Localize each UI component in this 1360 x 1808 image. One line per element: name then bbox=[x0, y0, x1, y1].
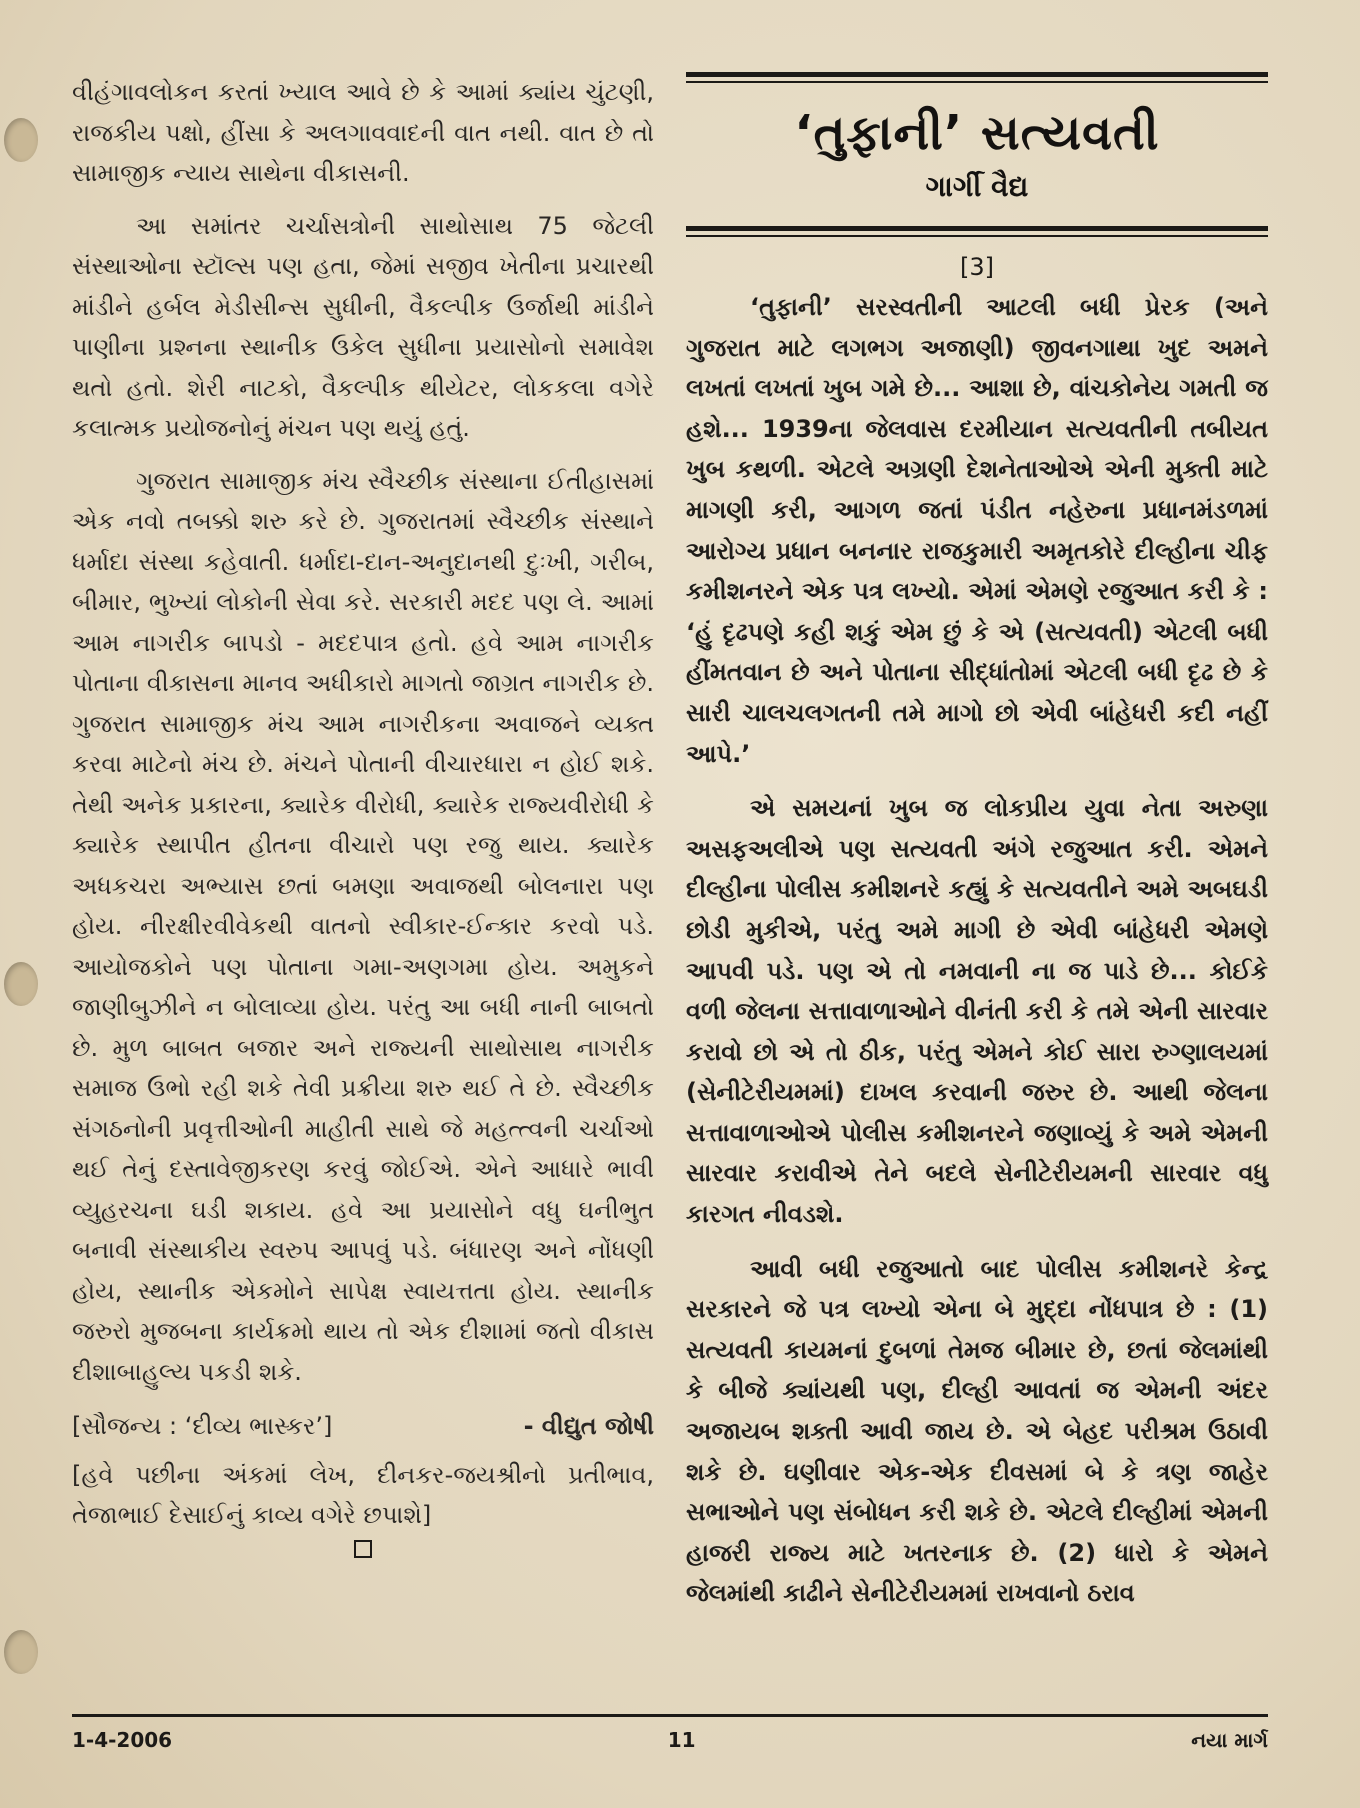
header-rule bbox=[686, 81, 1268, 83]
source-credit: [સૌજન્ય : ‘દીવ્ય ભાસ્કર’] bbox=[72, 1412, 333, 1440]
footer-rule bbox=[72, 1714, 1268, 1717]
right-paragraph: એ સમયનાં ખુબ જ લોકપ્રીય યુવા નેતા અરુણા અસફઅલીએ પણ સત્યવતી અંગે રજુઆત કરી. એમને દીલ્હીના પોલીસ કમીશનરે કહ્યું કે સત્યવતીને અમે અબઘડી છોડી મુકીએ, પરંતુ અમે માગી છે એવી બાંહેધરી એમણે આપવી પડે. પણ એ તો નમવાની ના જ પાડે છે... કોઈકે વળી જેલના સત્તાવાળાઓને વીનંતી કરી કે તમે એની સારવાર કરાવો છો એ તો ઠીક, પરંતુ એમને કોઈ સારા રુગ્ણાલયમાં (સેનીટેરીયમમાં) દાખલ કરવાની જરુર છે. આથી જેલના સત્તાવાળાઓએ પોલીસ કમીશનરને જણાવ્યું કે અમે એમની સારવાર કરાવીએ તેને બદલે સેનીટેરીયમની સારવાર વધુ કારગત નીવડશે. bbox=[686, 794, 1268, 1229]
right-paragraph: આવી બધી રજુઆતો બાદ પોલીસ કમીશનરે કેન્દ્ર સરકારને જે પત્ર લખ્યો એના બે મુદ્દા નોંધપાત્ર છે : (1) સત્યવતી કાયમનાં દુબળાં તેમજ બીમાર છે, છતાં જેલમાંથી કે બીજે ક્યાંયથી પણ, દીલ્હી આવતાં જ એમની અંદર અજાયબ શક્તી આવી જાય છે. એ બેહદ પરીશ્રમ ઉઠાવી શકે છે. ઘણીવાર એક-એક દીવસમાં બે કે ત્રણ જાહેર સભાઓને પણ સંબોધન કરી શકે છે. એટલે દીલ્હીમાં એમની હાજરી રાજ્ય માટે ખતરનાક છે. (2) ધારો કે એમને જેલમાંથી કાઢીને સેનીટેરીયમમાં રાખવાનો ઠરાવ bbox=[686, 1254, 1268, 1608]
issue-date: 1-4-2006 bbox=[72, 1728, 173, 1752]
binder-hole bbox=[4, 118, 38, 162]
left-article-column bbox=[72, 72, 654, 1558]
left-paragraph: વીહંગાવલોકન કરતાં ખ્યાલ આવે છે કે આમાં ક્યાંય ચુંટણી, રાજકીય પક્ષો, હીંસા કે અલગાવવાદની વાત નથી. વાત છે તો સામાજીક ન્યાય સાથેના વીકાસની. bbox=[72, 78, 654, 187]
left-paragraph: આ સમાંતર ચર્ચાસત્રોની સાથોસાથ 75 જેટલી સંસ્થાઓના સ્ટૉલ્સ પણ હતા, જેમાં સજીવ ખેતીના પ્રચારથી માંડીને હર્બલ મેડીસીન્સ સુધીની, વૈકલ્પીક ઉર્જાથી માંડીને પાણીના પ્રશ્નના સ્થાનીક ઉકેલ સુધીના પ્રયાસોનો સમાવેશ થતો હતો. શેરી નાટકો, વૈકલ્પીક થીયેટર, લોકકલા વગેરે કલાત્મક પ્રયોજનોનું મંચન પણ થયું હતું. bbox=[72, 211, 654, 442]
part-number: [3] bbox=[960, 253, 994, 281]
header-rule bbox=[686, 235, 1268, 237]
right-paragraph: ‘તુફાની’ સરસ્વતીની આટલી બધી પ્રેરક (અને ગુજરાત માટે લગભગ અજાણી) જીવનગાથા ખુદ અમને લખતાં લખતાં ખુબ ગમે છે... આશા છે, વાંચકોનેય ગમતી જ હશે... 1939ના જેલવાસ દરમીયાન સત્યવતીની તબીયત ખુબ કથળી. એટલે અગ્રણી દેશનેતાઓએ એની મુક્તી માટે માગણી કરી, આગળ જતાં પંડીત નહેરુના પ્રધાનમંડળમાં આરોગ્ય પ્રધાન બનનાર રાજકુમારી અમૃતકોરે દીલ્હીના ચીફ કમીશનરને એક પત્ર લખ્યો. એમાં એમણે રજુઆત કરી કે : ‘હું દૃઢપણે કહી શકું એમ છું કે એ (સત્યવતી) એટલી બધી હીંમતવાન છે અને પોતાના સીદ્ધાંતોમાં એટલી બધી દૃઢ છે કે સારી ચાલચલગતની તમે માગો છો એવી બાંહેધરી કદી નહીં આપે.’ bbox=[686, 293, 1268, 768]
header-rule bbox=[686, 226, 1268, 231]
binder-hole bbox=[4, 962, 38, 1006]
article-author: ગાર્ગી વૈદ્ય bbox=[925, 170, 1029, 203]
page-number: 11 bbox=[667, 1728, 696, 1752]
page-footer bbox=[72, 1728, 1268, 1752]
end-mark-icon bbox=[354, 1540, 372, 1558]
editor-note: [હવે પછીના અંકમાં લેખ, દીનકર-જયશ્રીનો પ્રતીભાવ, તેજાભાઈ દેસાઈનું કાવ્ય વગેરે છપાશે] bbox=[72, 1460, 654, 1529]
left-paragraph: ગુજરાત સામાજીક મંચ સ્વૈચ્છીક સંસ્થાના ઈતીહાસમાં એક નવો તબક્કો શરુ કરે છે. ગુજરાતમાં સ્વૈચ્છીક સંસ્થાને ધર્માદા સંસ્થા કહેવાતી. ધર્માદા-દાન-અનુદાનથી દુઃખી, ગરીબ, બીમાર, ભુખ્યાં લોકોની સેવા કરે. સરકારી મદદ પણ લે. આમાં આમ નાગરીક બાપડો - મદદપાત્ર હતો. હવે આમ નાગરીક પોતાના વીકાસના માનવ અધીકારો માગતો જાગ્રત નાગરીક છે. ગુજરાત સામાજીક મંચ આમ નાગરીકના અવાજને વ્યક્ત કરવા માટેનો મંચ છે. મંચને પોતાની વીચારધારા ન હોઈ શકે. તેથી અનેક પ્રકારના, ક્યારેક વીરોધી, ક્યારેક રાજ્યવીરોધી કે ક્યારેક સ્થાપીત હીતના વીચારો પણ રજુ થાય. ક્યારેક અધકચરા અભ્યાસ છતાં બમણા અવાજથી બોલનારા પણ હોય. નીરક્ષીરવીવેકથી વાતનો સ્વીકાર-ઈન્કાર કરવો પડે. આયોજકોને પણ પોતાના ગમા-અણગમા હોય. અમુકને જાણીબુઝીને ન બોલાવ્યા હોય. પરંતુ આ બધી નાની બાબતો છે. મુળ બાબત બજાર અને રાજ્યની સાથોસાથ નાગરીક સમાજ ઉભો રહી શકે તેવી પ્રક્રીયા શરુ થઈ તે છે. સ્વૈચ્છીક સંગઠનોની પ્રવૃત્તીઓની માહીતી સાથે જે મહત્ત્વની ચર્ચાઓ થઈ તેનું દસ્તાવેજીકરણ કરવું જોઈએ. એને આધારે ભાવી વ્યુહરચના ઘડી શકાય. હવે આ પ્રયાસોને વધુ ઘનીભુત બનાવી સંસ્થાકીય સ્વરુપ આપવું પડે. બંધારણ અને નોંધણી હોય, સ્થાનીક એકમોને સાપેક્ષ સ્વાયત્તતા હોય. સ્થાનીક જરુરો મુજબના કાર્યક્રમો થાય તો એક દીશામાં જતો વીકાસ દીશાબાહુલ્ય પકડી શકે. bbox=[72, 466, 654, 1386]
credit-line bbox=[72, 1406, 654, 1447]
binder-hole bbox=[4, 1630, 38, 1674]
article-title: ‘તુફાની’ સત્યવતી bbox=[794, 105, 1160, 161]
right-article-column bbox=[686, 72, 1268, 1628]
article-body bbox=[686, 287, 1268, 1614]
publication-name: નયા માર્ગ bbox=[1191, 1728, 1268, 1752]
header-rule bbox=[686, 72, 1268, 77]
author-credit: - વીદ્યુત જોષી bbox=[523, 1412, 654, 1440]
